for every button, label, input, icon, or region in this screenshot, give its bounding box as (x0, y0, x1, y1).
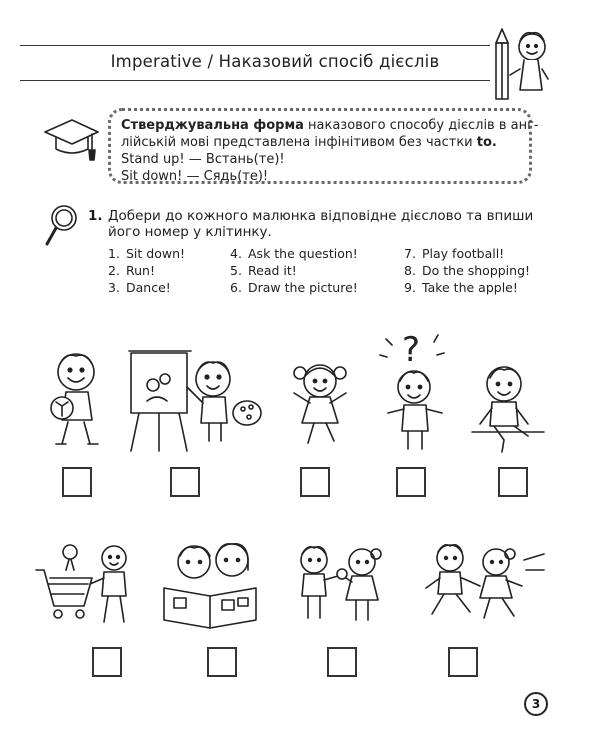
option-1: 1. Sit down! (108, 246, 186, 261)
answer-box-1[interactable] (62, 467, 92, 497)
option-3: 3. Dance! (108, 280, 171, 295)
header-rule-bottom (20, 80, 490, 81)
running-children-illustration (420, 540, 550, 630)
answer-box-6[interactable] (92, 647, 122, 677)
task-number: 1. (88, 208, 103, 224)
answer-box-2[interactable] (170, 467, 200, 497)
rule-bold-term: Стверджувальна форма (121, 118, 304, 133)
rule-line-1: Стверджувальна форма наказового способу дієслів в анг- (121, 118, 539, 133)
answer-box-8[interactable] (327, 647, 357, 677)
svg-text:?: ? (402, 330, 421, 370)
header-rule-top (20, 45, 490, 46)
option-9: 9. Take the apple! (404, 280, 518, 295)
option-2: 2. Run! (108, 263, 155, 278)
option-5: 5. Read it! (230, 263, 297, 278)
rule-box (108, 108, 539, 184)
boy-asking-illustration (378, 325, 458, 455)
answer-box-3[interactable] (300, 467, 330, 497)
option-8: 8. Do the shopping! (404, 263, 531, 278)
page-title: Imperative / Наказовий спосіб дієслів (110, 52, 440, 71)
answer-box-4[interactable] (396, 467, 426, 497)
answer-box-7[interactable] (207, 647, 237, 677)
answer-box-9[interactable] (448, 647, 478, 677)
rule-example-2: Sit down! — Сядь(те)! (121, 169, 269, 184)
reading-children-illustration (160, 538, 270, 628)
answer-box-5[interactable] (498, 467, 528, 497)
graduation-cap-icon (40, 110, 100, 170)
rule-line-2: лійській мові представлена інфінітивом без частки to. (121, 135, 497, 150)
rule-example-1: Stand up! — Встань(те)! (121, 152, 285, 167)
pencil-boy-icon (488, 25, 558, 105)
shopping-illustration (30, 540, 150, 630)
magnifier-icon (44, 202, 84, 252)
rule-bold-to: to. (476, 135, 497, 150)
option-6: 6. Draw the picture! (230, 280, 358, 295)
task-instruction: Добери до кожного малюнка відповідне дієслово та впиши його номер у клітинку. (108, 208, 534, 240)
sitting-boy-illustration (470, 360, 550, 460)
option-4: 4. Ask the question! (230, 246, 358, 261)
option-7: 7. Play football! (404, 246, 505, 261)
apple-exchange-illustration (290, 542, 390, 632)
dancing-girl-illustration (282, 355, 362, 455)
boy-with-ball-illustration (40, 350, 120, 450)
boy-drawing-illustration (125, 345, 265, 455)
page-number: 3 (524, 692, 548, 716)
